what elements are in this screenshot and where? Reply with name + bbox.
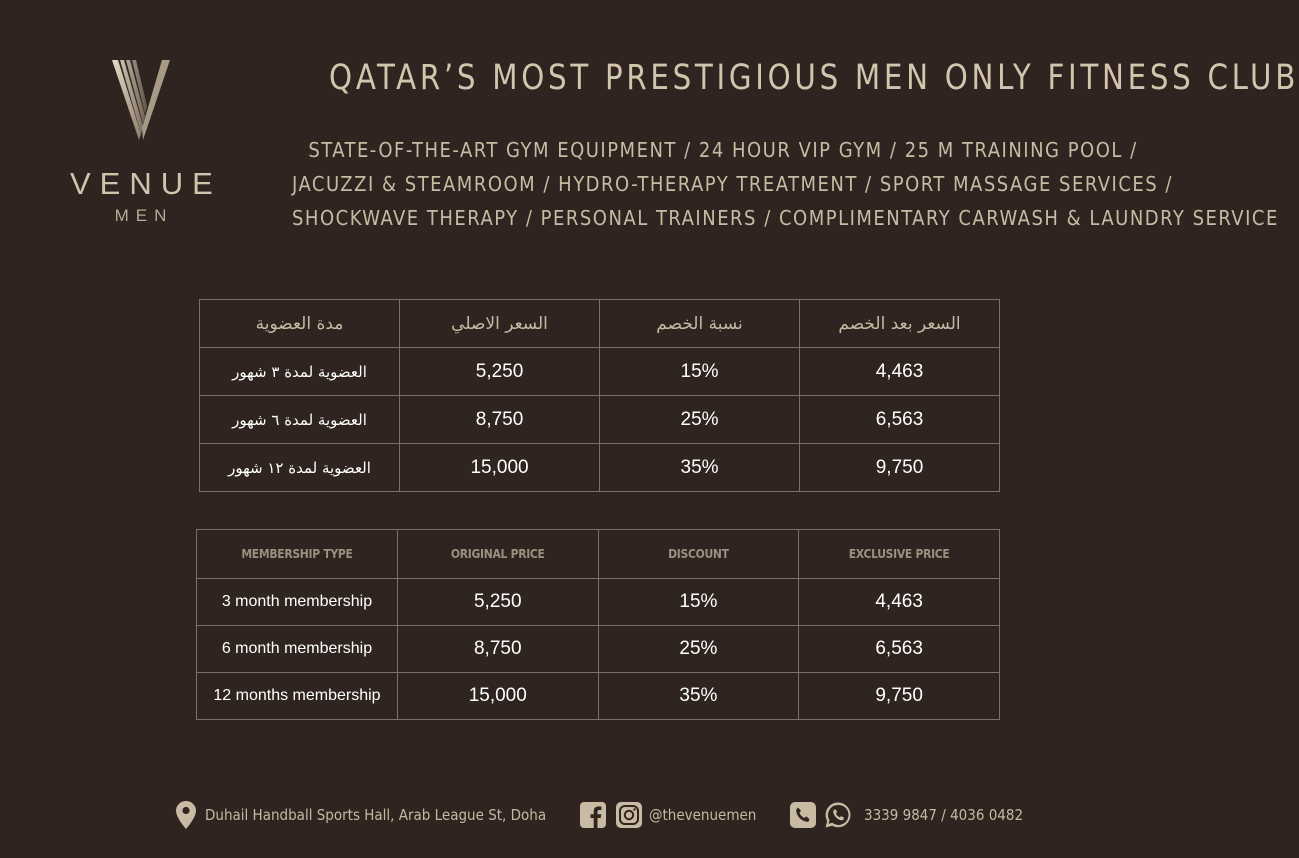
- header-discount: نسبة الخصم: [600, 300, 800, 348]
- original-price-cell: 8,750: [400, 396, 600, 444]
- discount-cell: 15%: [600, 348, 800, 396]
- whatsapp-icon[interactable]: [824, 801, 852, 829]
- original-price-cell: 8,750: [397, 626, 598, 673]
- footer-address[interactable]: [176, 798, 546, 832]
- table-row: [200, 348, 1000, 396]
- v-logo-icon: [112, 60, 170, 140]
- features-list: [292, 133, 1279, 235]
- final-price-cell: 4,463: [800, 348, 1000, 396]
- features-line: SHOCKWAVE THERAPY / PERSONAL TRAINERS / COMPLIMENTARY CARWASH & LAUNDRY SERVICE: [292, 206, 1279, 230]
- membership-type-cell: 6 month membership: [197, 626, 398, 673]
- table-header-row: [197, 530, 1000, 579]
- exclusive-price-cell: 9,750: [799, 673, 1000, 720]
- final-price-cell: 6,563: [800, 396, 1000, 444]
- venue-men-logo: [62, 60, 220, 226]
- membership-type-cell: العضوية لمدة ١٢ شهور: [200, 444, 400, 492]
- phone-icon[interactable]: [790, 802, 816, 828]
- english-price-table: [196, 529, 1000, 720]
- instagram-icon[interactable]: [616, 802, 642, 828]
- exclusive-price-cell: 6,563: [799, 626, 1000, 673]
- features-line: JACUZZI & STEAMROOM / HYDRO-THERAPY TREATMENT / SPORT MASSAGE SERVICES /: [292, 172, 1173, 196]
- membership-type-cell: العضوية لمدة ٦ شهور: [200, 396, 400, 444]
- brand-name: VENUE: [70, 166, 222, 201]
- discount-cell: 35%: [598, 673, 799, 720]
- arabic-price-table: [199, 299, 1000, 492]
- membership-type-cell: 3 month membership: [197, 579, 398, 626]
- features-line: STATE-OF-THE-ART GYM EQUIPMENT / 24 HOUR VIP GYM / 25 M TRAINING POOL /: [308, 138, 1138, 162]
- discount-cell: 15%: [598, 579, 799, 626]
- discount-cell: 35%: [600, 444, 800, 492]
- header-original-price: السعر الاصلي: [400, 300, 600, 348]
- table-row: [200, 444, 1000, 492]
- table-row: [197, 626, 1000, 673]
- location-pin-icon: [176, 801, 196, 829]
- page-headline: QATAR’S MOST PRESTIGIOUS MEN ONLY FITNESS CLUB: [329, 58, 1299, 98]
- table-row: [197, 579, 1000, 626]
- original-price-cell: 15,000: [400, 444, 600, 492]
- header-discounted-price: السعر بعد الخصم: [800, 300, 1000, 348]
- original-price-cell: 5,250: [400, 348, 600, 396]
- original-price-cell: 15,000: [397, 673, 598, 720]
- membership-type-cell: 12 months membership: [197, 673, 398, 720]
- membership-type-cell: العضوية لمدة ٣ شهور: [200, 348, 400, 396]
- exclusive-price-cell: 4,463: [799, 579, 1000, 626]
- header-discount: DISCOUNT: [598, 530, 799, 579]
- header-membership-duration: مدة العضوية: [200, 300, 400, 348]
- address-text: Duhail Handball Sports Hall, Arab League St, Doha: [205, 806, 547, 824]
- footer-social[interactable]: [580, 798, 756, 832]
- header-original-price: ORIGINAL PRICE: [397, 530, 598, 579]
- footer-contact[interactable]: [790, 798, 1023, 832]
- header-exclusive-price: EXCLUSIVE PRICE: [799, 530, 1000, 579]
- footer: [176, 798, 1036, 832]
- discount-cell: 25%: [600, 396, 800, 444]
- final-price-cell: 9,750: [800, 444, 1000, 492]
- phone-numbers: 3339 9847 / 4036 0482: [864, 806, 1024, 824]
- original-price-cell: 5,250: [397, 579, 598, 626]
- table-header-row: [200, 300, 1000, 348]
- header-membership-type: MEMBERSHIP TYPE: [197, 530, 398, 579]
- brand-sub: MEN: [114, 206, 174, 225]
- discount-cell: 25%: [598, 626, 799, 673]
- social-handle: @thevenuemen: [649, 806, 757, 824]
- facebook-icon[interactable]: [580, 802, 606, 828]
- table-row: [197, 673, 1000, 720]
- table-row: [200, 396, 1000, 444]
